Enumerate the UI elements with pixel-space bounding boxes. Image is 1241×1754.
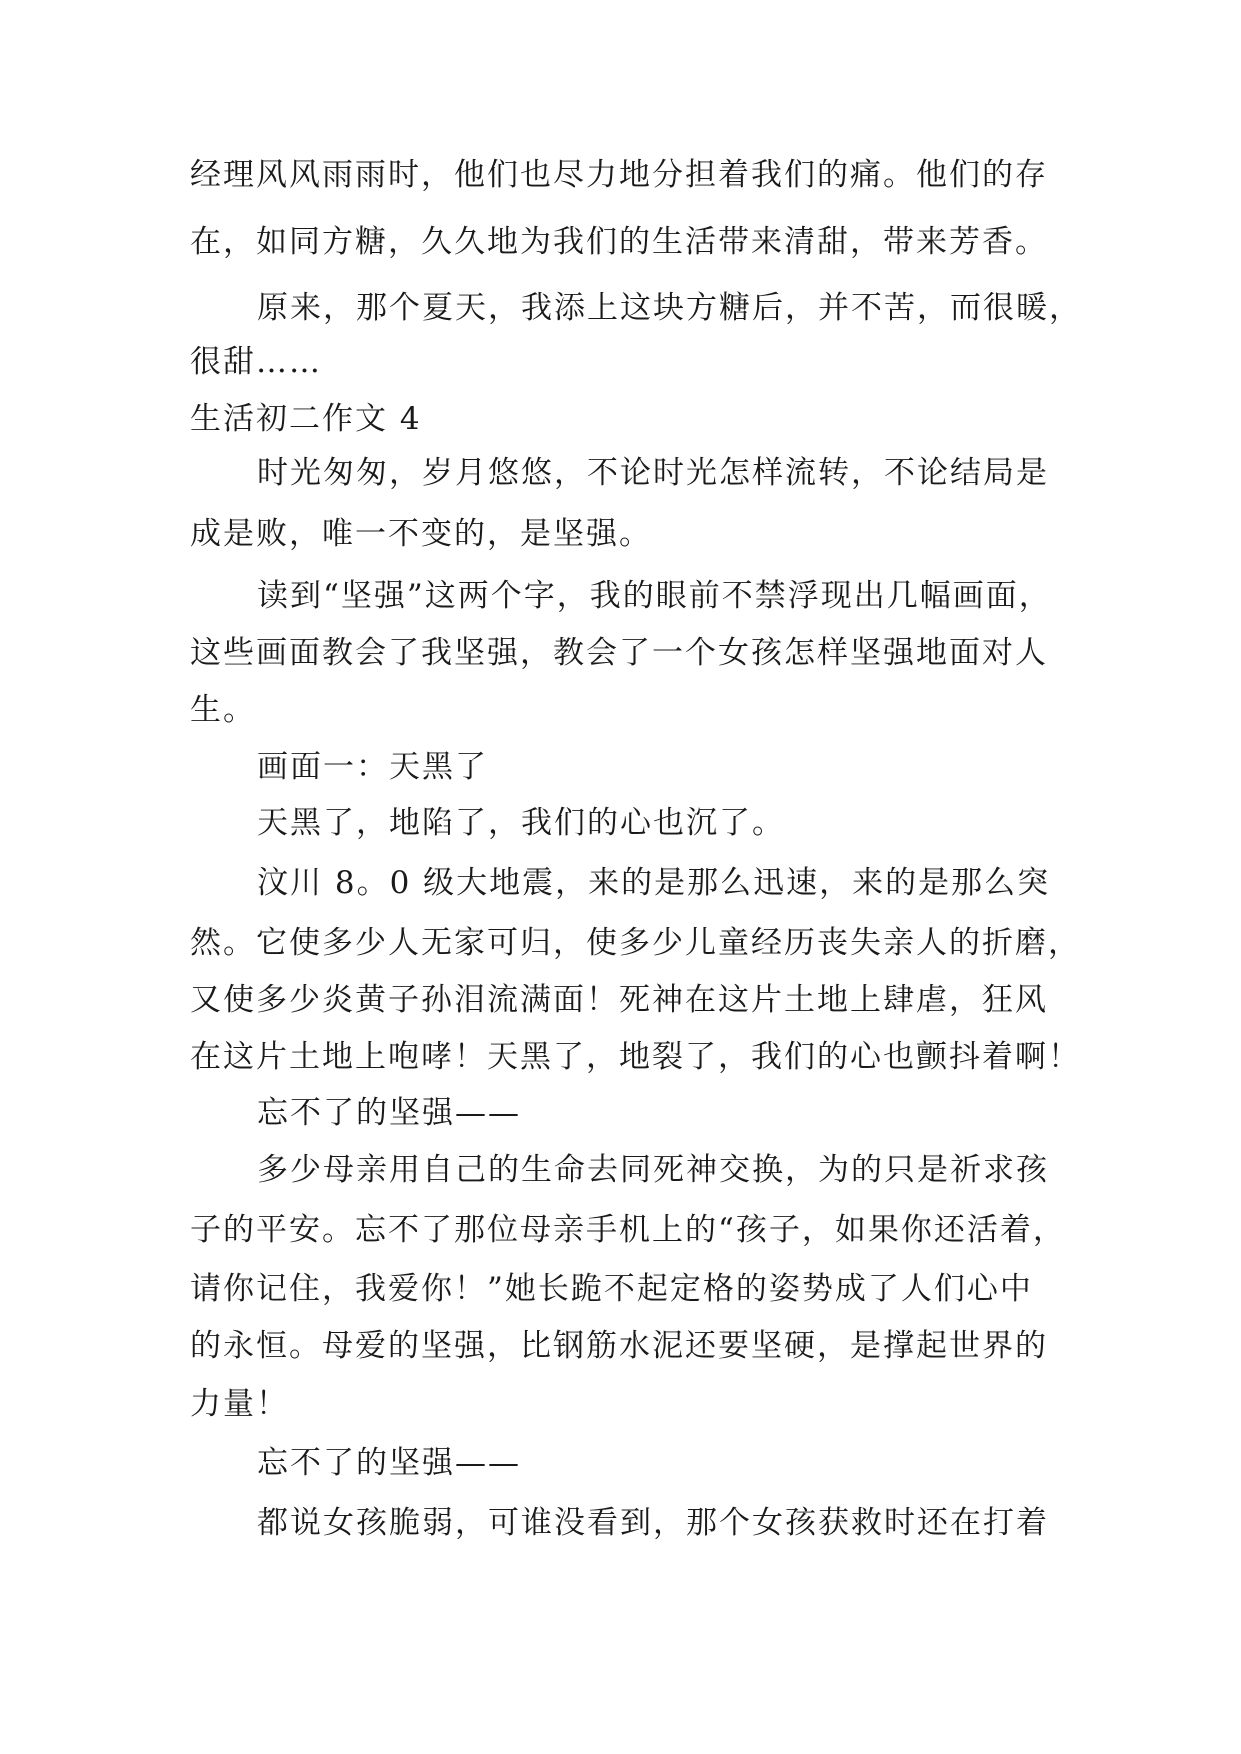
text-line: 成是败，唯一不变的，是坚强。 (190, 516, 652, 552)
text-line: 天黑了，地陷了，我们的心也沉了。 (257, 805, 785, 841)
text-line: 很甜…… (190, 344, 322, 380)
section-heading: 生活初二作文 4 (190, 401, 422, 437)
text-line: 在，如同方糖，久久地为我们的生活带来清甜，带来芳香。 (190, 224, 1048, 260)
text-line: 忘不了的坚强—— (257, 1445, 521, 1481)
text-line: 汶川 8。0 级大地震，来的是那么迅速，来的是那么突 (257, 865, 1051, 901)
text-line: 时光匆匆，岁月悠悠，不论时光怎样流转，不论结局是 (257, 455, 1049, 491)
text-line: 又使多少炎黄子孙泪流满面！死神在这片土地上肆虐，狂风 (190, 982, 1048, 1018)
subheading: 画面一：天黑了 (257, 749, 488, 785)
text-line: 在这片土地上咆哮！天黑了，地裂了，我们的心也颤抖着啊！ (190, 1039, 1081, 1075)
text-line: 请你记住，我爱你！”她长跪不起定格的姿势成了人们心中 (190, 1271, 1033, 1307)
text-line: 然。它使多少人无家可归，使多少儿童经历丧失亲人的折磨， (190, 925, 1081, 961)
text-line: 力量！ (190, 1386, 289, 1422)
text-line: 生。 (190, 692, 256, 728)
text-line: 经理风风雨雨时，他们也尽力地分担着我们的痛。他们的存 (190, 157, 1048, 193)
text-line: 多少母亲用自己的生命去同死神交换，为的只是祈求孩 (257, 1152, 1049, 1188)
text-line: 都说女孩脆弱，可谁没看到，那个女孩获救时还在打着 (257, 1505, 1049, 1541)
text-line: 原来，那个夏天，我添上这块方糖后，并不苦，而很暖， (257, 290, 1082, 326)
text-line: 读到“坚强”这两个字，我的眼前不禁浮现出几幅画面， (257, 578, 1052, 614)
text-line: 子的平安。忘不了那位母亲手机上的“孩子，如果你还活着， (190, 1212, 1066, 1248)
text-line: 的永恒。母爱的坚强，比钢筋水泥还要坚硬，是撑起世界的 (190, 1328, 1048, 1364)
text-line: 这些画面教会了我坚强，教会了一个女孩怎样坚强地面对人 (190, 635, 1048, 671)
text-line: 忘不了的坚强—— (257, 1095, 521, 1131)
